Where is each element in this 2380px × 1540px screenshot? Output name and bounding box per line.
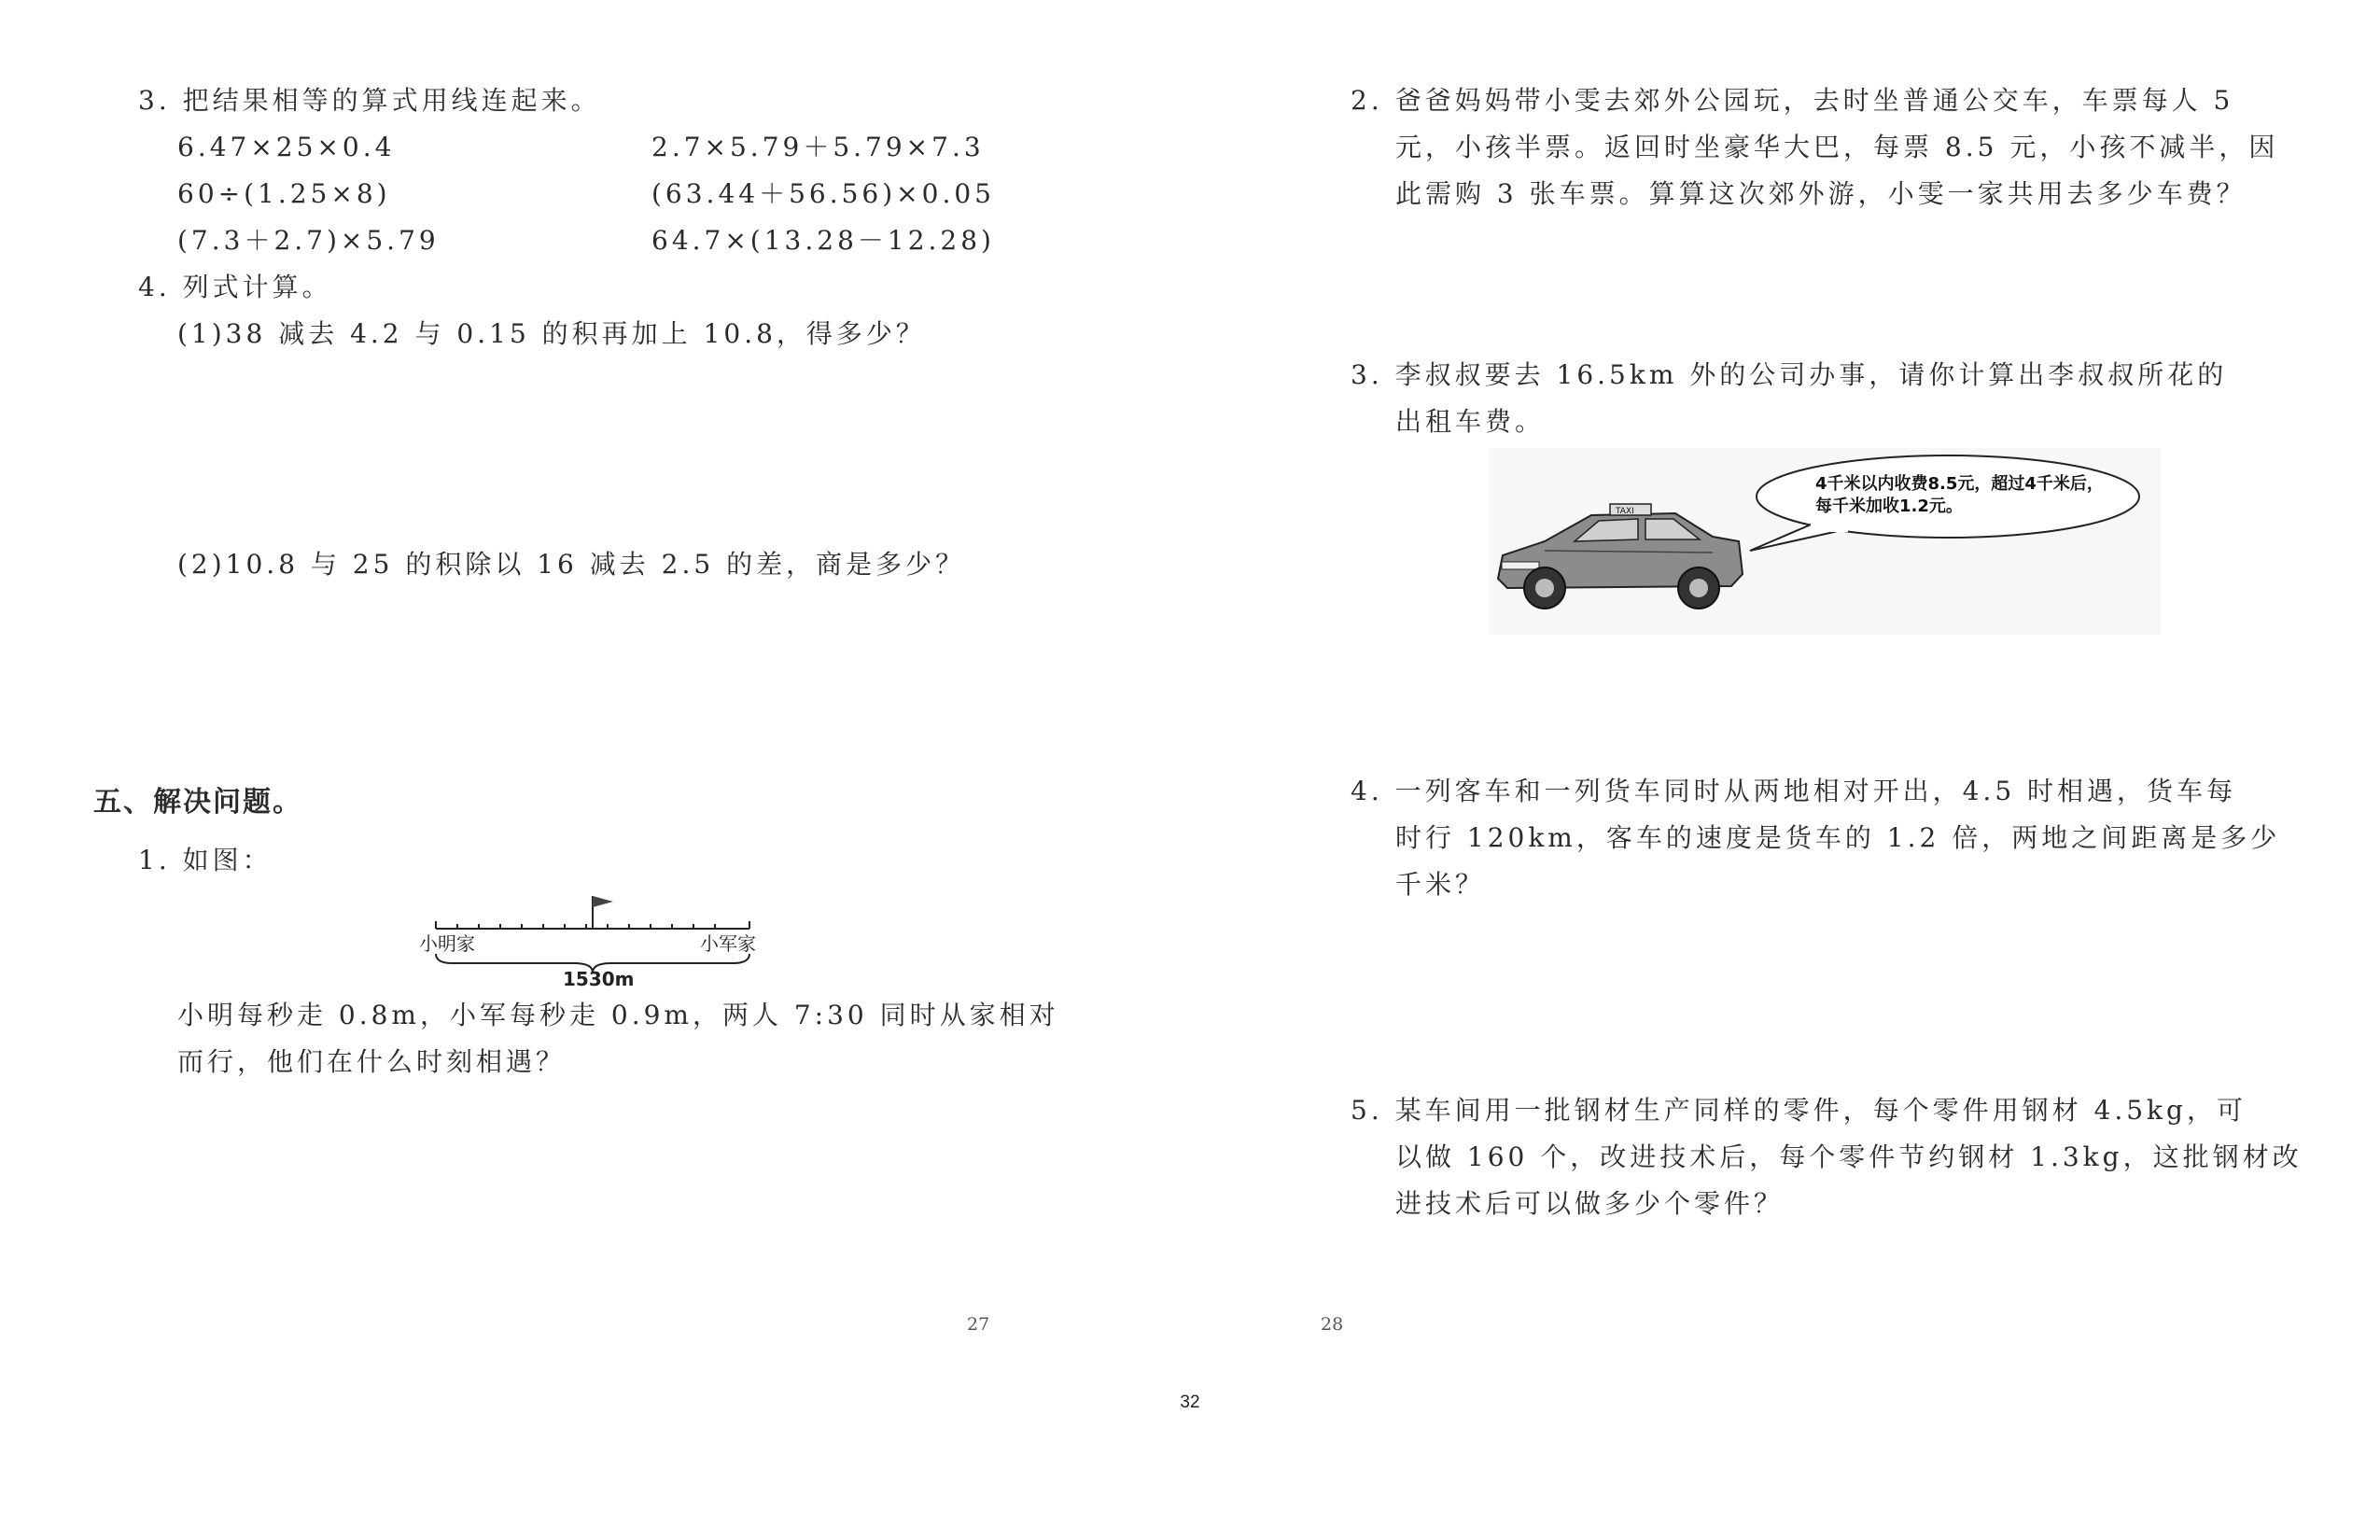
q4-sub2: (2)10.8 与 25 的积除以 16 减去 2.5 的差，商是多少？ xyxy=(177,549,966,580)
right-page xyxy=(1190,0,2380,1400)
bubble-line1: 4千米以内收费8.5元，超过4千米后， xyxy=(1815,474,2104,494)
taxi-sign: TAXI xyxy=(1616,507,1634,516)
s5-q1-line2: 而行，他们在什么时刻相遇？ xyxy=(177,1046,567,1077)
flag-icon xyxy=(593,896,613,929)
s5-q1-line1: 小明每秒走 0.8m，小军每秒走 0.9m，两人 7:30 同时从家相对 xyxy=(177,1000,1059,1030)
diagram-left-label: 小明家 xyxy=(419,932,475,955)
taxi-illustration xyxy=(1489,448,2161,635)
r-q2-line3: 此需购 3 张车票。算算这次郊外游，小雯一家共用去多少车费？ xyxy=(1395,178,2247,209)
distance-diagram xyxy=(415,887,779,989)
q3-title: 3. 把结果相等的算式用线连起来。 xyxy=(138,85,601,116)
s5-q1-title: 1. 如图： xyxy=(138,845,273,875)
r-q5-line2: 以做 160 个，改进技术后，每个零件节约钢材 1.3kg，这批钢材改 xyxy=(1395,1141,2303,1172)
bubble-line2: 每千米加收1.2元。 xyxy=(1815,497,1963,516)
diagram-right-label: 小军家 xyxy=(700,932,756,955)
expr-right-1: 2.7×5.79＋5.79×7.3 xyxy=(651,132,985,162)
r-q5-line3: 进技术后可以做多少个零件？ xyxy=(1395,1188,1785,1219)
expr-right-2: (63.44＋56.56)×0.05 xyxy=(651,178,995,209)
page-number-left: 27 xyxy=(967,1314,990,1335)
r-q2-line2: 元，小孩半票。返回时坐豪华大巴，每票 8.5 元，小孩不减半，因 xyxy=(1395,132,2279,162)
r-q4-line1: 4. 一列客车和一列货车同时从两地相对开出，4.5 时相遇，货车每 xyxy=(1351,776,2237,806)
r-q3-line2: 出租车费。 xyxy=(1395,406,1546,437)
r-q4-line3: 千米？ xyxy=(1395,869,1486,900)
section5-heading: 五、解决问题。 xyxy=(93,786,302,819)
diagram-distance: 1530m xyxy=(563,968,635,989)
expr-left-1: 6.47×25×0.4 xyxy=(177,132,396,162)
q4-sub1: (1)38 减去 4.2 与 0.15 的积再加上 10.8，得多少？ xyxy=(177,318,926,349)
sheet-number: 32 xyxy=(1180,1393,1200,1412)
expr-left-2: 60÷(1.25×8) xyxy=(177,178,391,209)
r-q4-line2: 时行 120km，客车的速度是货车的 1.2 倍，两地之间距离是多少 xyxy=(1395,822,2281,853)
expr-left-3: (7.3＋2.7)×5.79 xyxy=(177,225,440,256)
left-page xyxy=(0,0,1190,1400)
r-q2-line1: 2. 爸爸妈妈带小雯去郊外公园玩，去时坐普通公交车，车票每人 5 xyxy=(1351,85,2234,116)
q4-title: 4. 列式计算。 xyxy=(138,272,332,302)
r-q5-line1: 5. 某车间用一批钢材生产同样的零件，每个零件用钢材 4.5kg，可 xyxy=(1351,1095,2247,1126)
r-q3-line1: 3. 李叔叔要去 16.5km 外的公司办事，请你计算出李叔叔所花的 xyxy=(1351,359,2228,390)
page-number-right: 28 xyxy=(1321,1314,1344,1335)
expr-right-3: 64.7×(13.28－12.28) xyxy=(651,225,995,256)
